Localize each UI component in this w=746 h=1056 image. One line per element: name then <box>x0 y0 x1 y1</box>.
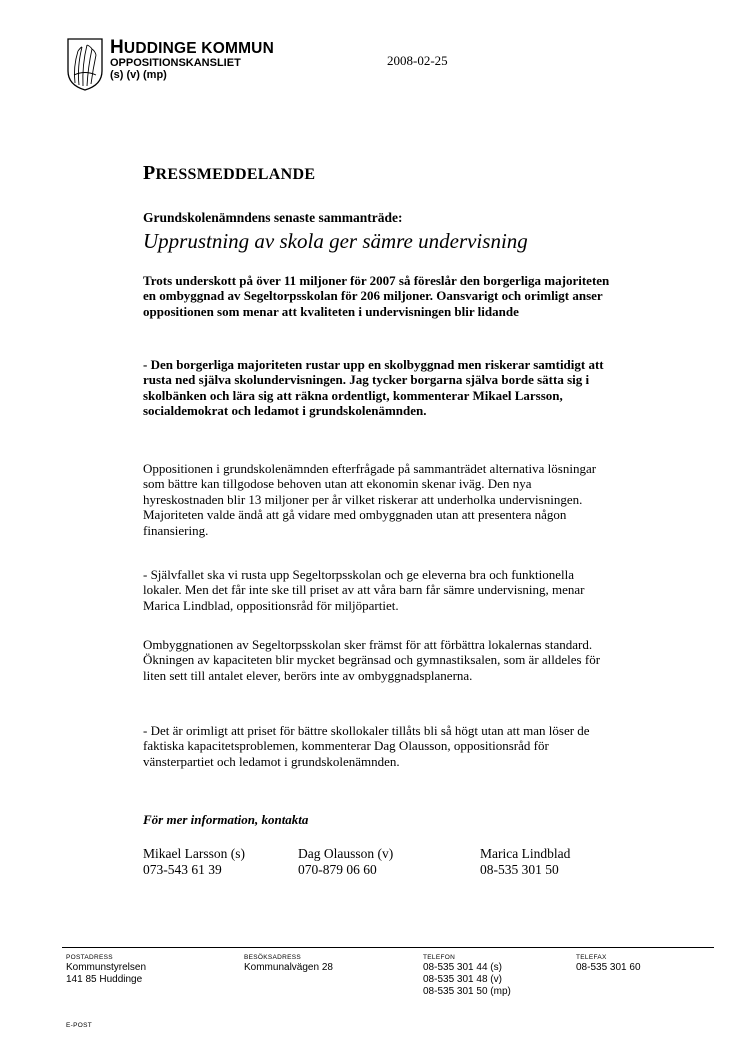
department-name: OPPOSITIONSKANSLIET <box>110 57 241 69</box>
body-paragraph: Oppositionen i grundskolenämnden efterfrågade på sammanträdet alternativa lösningar som bättre kan tillgodose behoven utan att ekonomin skenar iväg. Den nya hyreskostnaden blir 13 miljoner per år vilket riskerar att underholka undervisningen. Majoriteten valde ändå att gå vidare med ombyggnaden utan att presentera någon finansiering. <box>143 461 597 538</box>
contact-name: Marica Lindblad <box>480 846 571 861</box>
contact-heading: För mer information, kontakta <box>143 812 309 827</box>
subheading: Grundskolenämndens senaste sammanträde: <box>143 210 403 225</box>
lead-paragraph: Trots underskott på över 11 miljoner för 2007 så föreslår den borgerliga majoriteten en ombyggnad av Segeltorpsskolan för 206 miljoner. Oansvarigt och orimligt anser oppositionen som menar att kvaliteten i undervisningen blir lidande <box>143 273 610 319</box>
party-list: (s) (v) (mp) <box>110 69 167 81</box>
footer-label: TELEFON <box>423 954 456 961</box>
organization-name: HUDDINGE KOMMUN <box>110 37 274 58</box>
footer-value: 141 85 Huddinge <box>66 974 143 985</box>
quote-paragraph-lindblad: - Självfallet ska vi rusta upp Segeltorpsskolan och ge eleverna bra och funktionella lokaler. Men det får inte ske till priset av att våra barn får sämre undervisning, menar Marica Lindblad, oppositionsråd för miljöpartiet. <box>143 567 585 613</box>
body-paragraph: Ombyggnationen av Segeltorpsskolan sker främst för att förbättra lokalernas standard. Ökningen av kapaciteten blir mycket begränsad och gymnastiksalen, som är alldeles för liten sett till antalet elever, berörs inte av ombyggnadsplanerna. <box>143 637 601 683</box>
contact-name: Mikael Larsson (s) <box>143 846 245 861</box>
footer-email-label: E-POST <box>66 1022 92 1029</box>
organization-header <box>110 38 274 81</box>
footer-label: BESÖKSADRESS <box>244 954 302 961</box>
quote-paragraph-olausson: - Det är orimligt att priset för bättre skollokaler tillåts bli så högt utan att man löser de faktiska kapacitetsproblemen, kommenterar Dag Olausson, oppositionsråd för vänsterpartiet och ledamot i grundskolenämnden. <box>143 723 590 769</box>
headline: Upprustning av skola ger sämre undervisning <box>143 229 528 253</box>
footer-label: POSTADRESS <box>66 954 113 961</box>
footer-value: 08-535 301 44 (s) <box>423 962 502 973</box>
footer-postal-address <box>66 953 146 986</box>
footer-value: Kommunstyrelsen <box>66 962 147 973</box>
contact-phone: 073-543 61 39 <box>143 862 222 877</box>
document-title: PRESSMEDDELANDE <box>143 162 316 184</box>
contact-name: Dag Olausson (v) <box>298 846 394 861</box>
contact-entry <box>143 846 245 878</box>
footer-value: 08-535 301 50 (mp) <box>423 986 511 997</box>
footer-value: Kommunalvägen 28 <box>244 962 333 973</box>
contact-phone: 070-879 06 60 <box>298 862 377 877</box>
footer-telefax <box>576 953 641 974</box>
contact-phone: 08-535 301 50 <box>480 862 559 877</box>
contact-entry <box>480 846 570 878</box>
footer-visiting-address <box>244 953 333 974</box>
footer-label: TELEFAX <box>576 954 607 961</box>
quote-paragraph-larsson: - Den borgerliga majoriteten rustar upp en skolbyggnad men riskerar samtidigt att rusta ned själva skolundervisningen. Jag tycker borgarna själva borde sätta sig i skolbänken och lära sig att räkna ordentligt, kommenterar Mikael Larsson, socialdemokrat och ledamot i grundskolenämnden. <box>143 357 604 419</box>
contact-entry <box>298 846 393 878</box>
footer-value: 08-535 301 60 <box>576 962 641 973</box>
footer-divider <box>62 947 714 948</box>
huddinge-coat-of-arms-logo <box>66 37 104 91</box>
footer-value: 08-535 301 48 (v) <box>423 974 502 985</box>
document-date: 2008-02-25 <box>387 53 448 68</box>
footer-telephone <box>423 953 511 998</box>
